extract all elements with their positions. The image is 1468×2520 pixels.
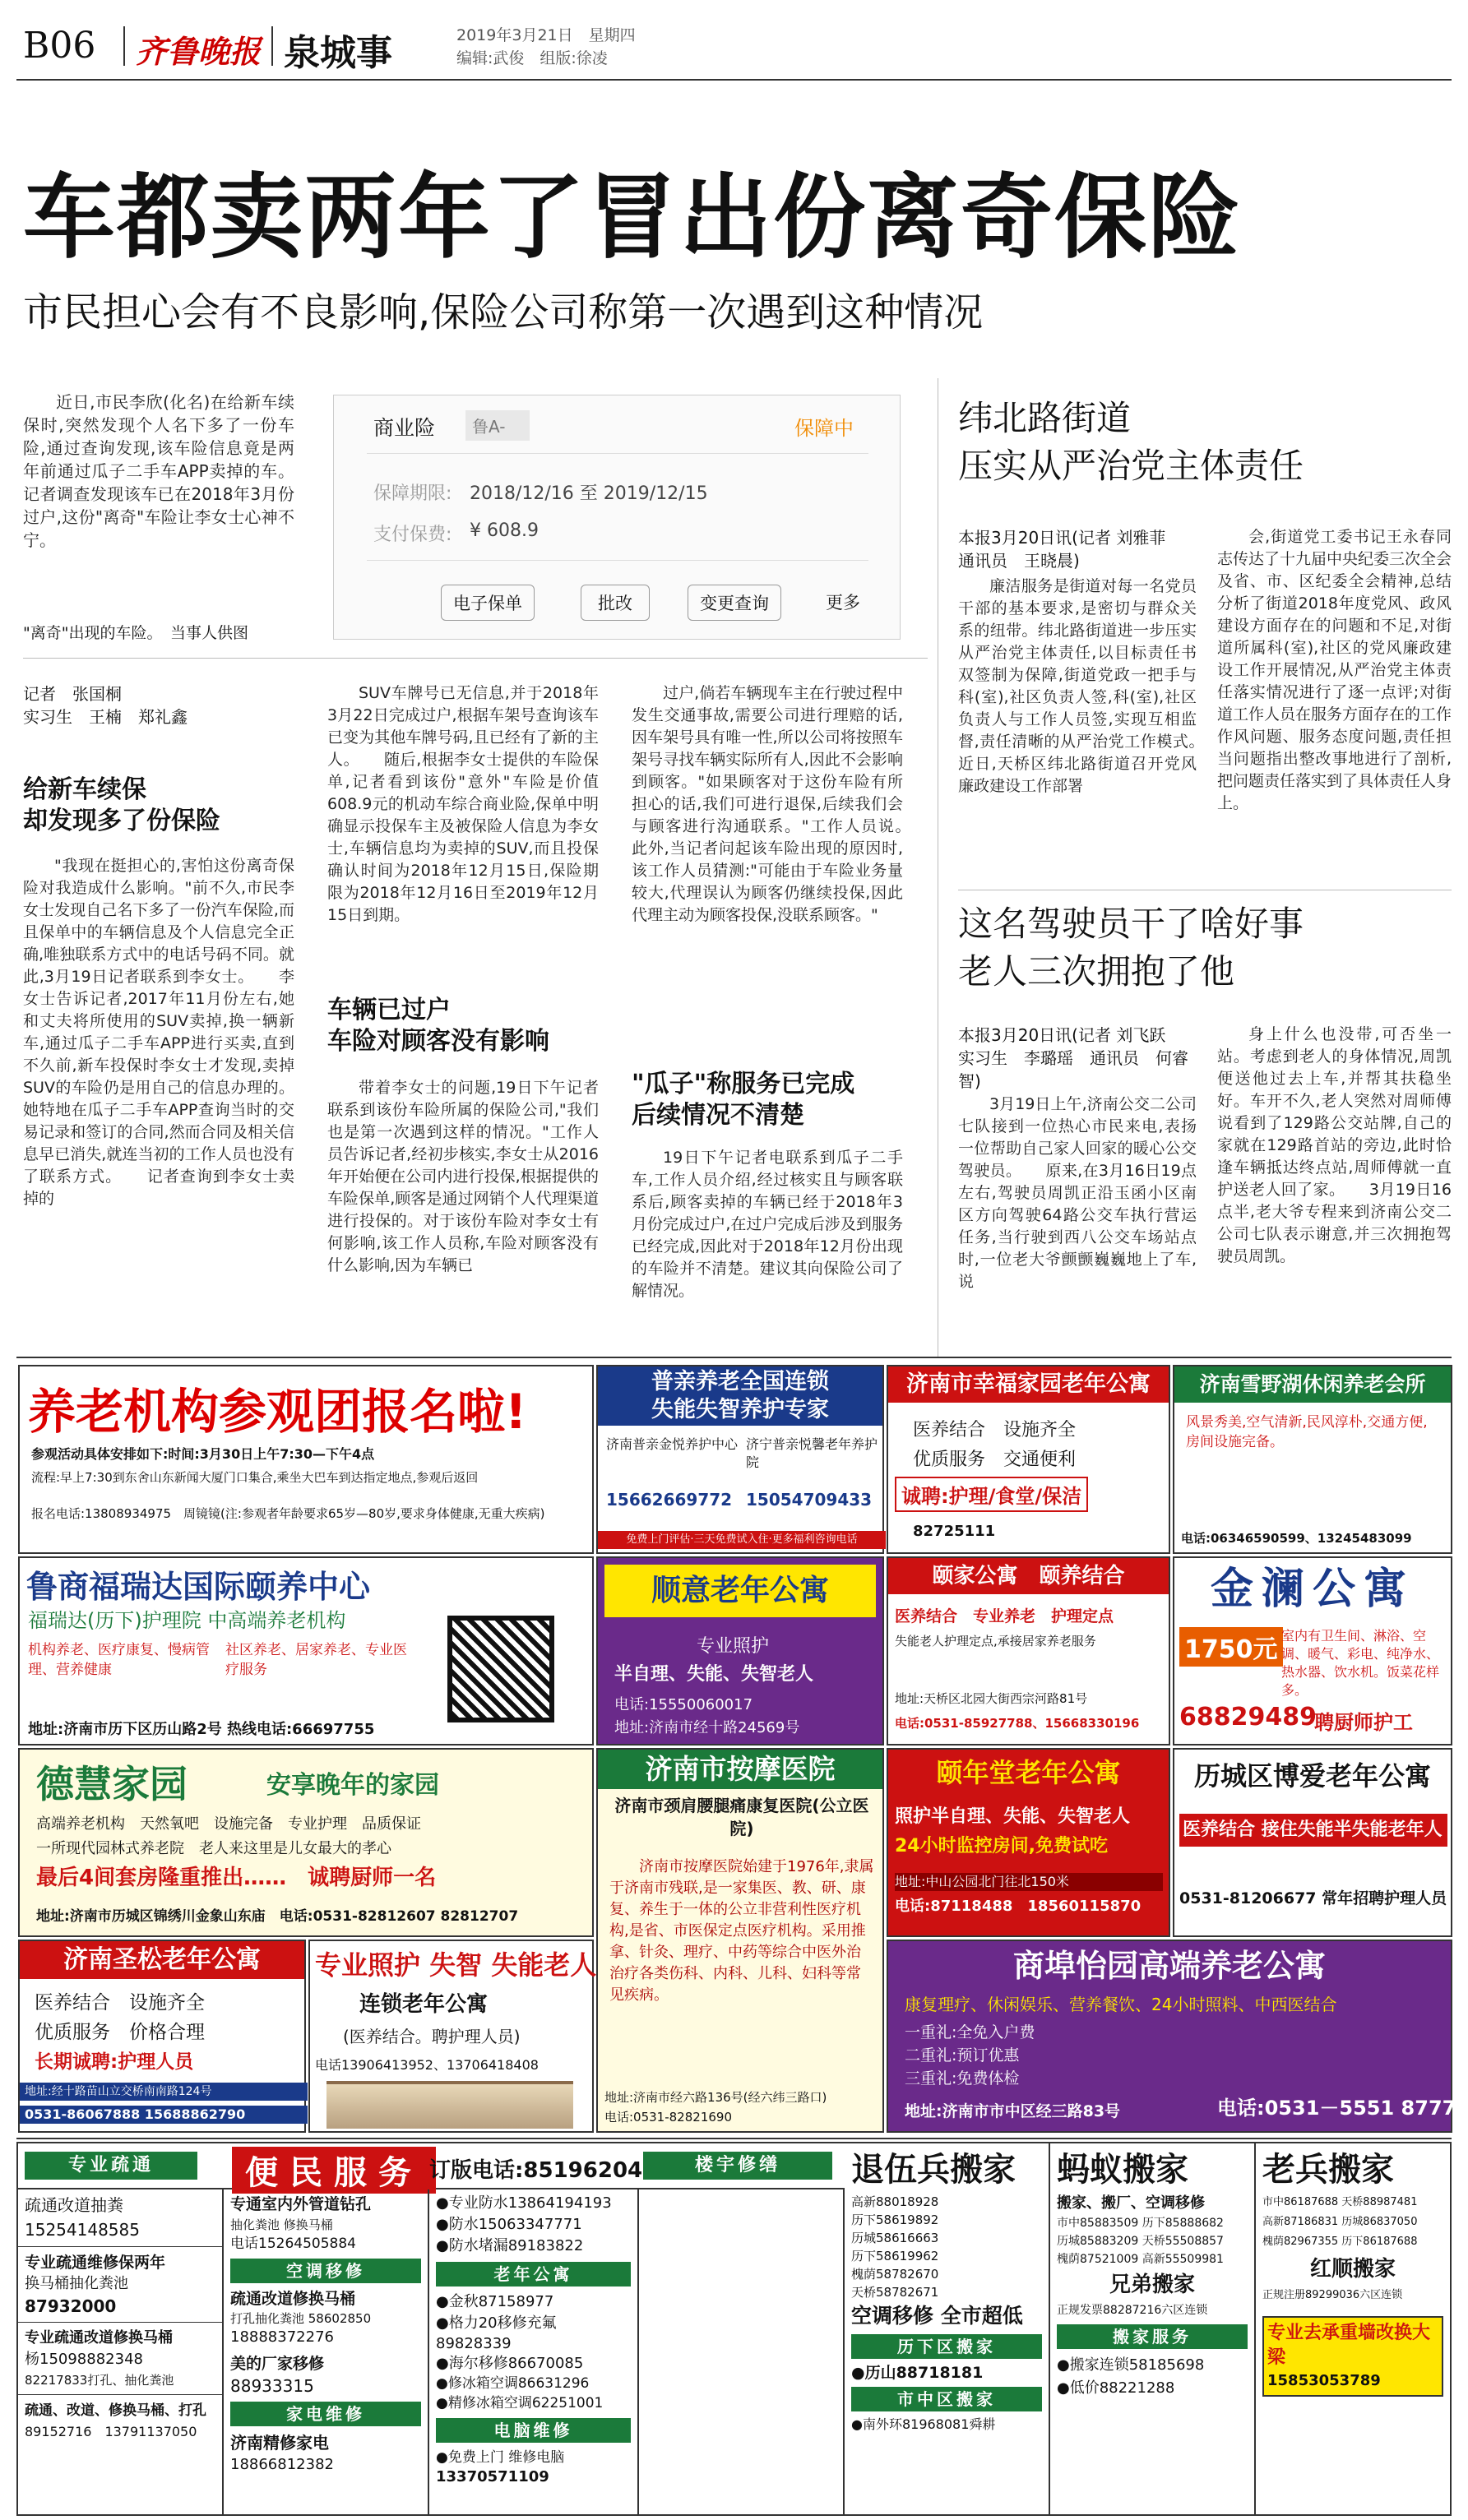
ad-fuda-addr: 地址:济南市历下区历山路2号 热线电话:66697755 — [28, 1721, 375, 1738]
svc-c6-p0: 市中86187688 天桥88987481 — [1262, 2196, 1418, 2208]
story2-byline: 本报3月20日讯(记者 刘雅菲 通讯员 王晓晨) — [958, 528, 1183, 571]
svc-c3-10: 13370571109 — [436, 2468, 549, 2485]
svc-c4-ac: 空调移修 全市超低 — [851, 2304, 1023, 2328]
svc-c5-title2: 兄弟搬家 — [1109, 2273, 1195, 2297]
ad-xueye-l1: 风景秀美,空气清新,民风淳朴,交通方便,房间设施完备。 — [1186, 1414, 1428, 1450]
services-phone: 订版电话:85196204 — [429, 2158, 643, 2183]
ad-puqin-p2: 15054709433 — [746, 1490, 873, 1510]
ad-xueye — [1173, 1365, 1452, 1554]
svc-c6-l2: 15853053789 — [1267, 2372, 1381, 2389]
svc-c5-p2: 槐荫87521009 高新55509981 — [1057, 2253, 1224, 2266]
ad-xingfu-title: 济南市幸福家园老年公寓 — [888, 1366, 1169, 1403]
svc-c1-4: 87932000 — [25, 2296, 117, 2316]
insurance-photo — [333, 395, 901, 640]
ad-xingfu-phone: 82725111 — [913, 1523, 996, 1540]
lead-col-3b: 19日下午记者电联系到瓜子二手车,工作人员介绍,经过核实且与顾客联系后,顾客卖掉的车辆已经于2018年3月份完成过户,在过户完成后涉及到服务已经完成,因此对于2018年12月份出现的车险并不清楚。建议其向保险公司了解情况。 — [632, 1149, 903, 1300]
svc-c1-0: 疏通改道抽粪 — [25, 2195, 123, 2215]
svc-c2-3: 疏通改道修换马桶 — [230, 2290, 356, 2308]
svc-c3-1: ●防水15063347771 — [436, 2216, 582, 2233]
svc-col-4 — [639, 2189, 845, 2516]
svc-c5-p1: 历城85883209 天桥55508857 — [1057, 2235, 1224, 2248]
ad-shengsong-l1: 医养结合 设施齐全 — [35, 1992, 205, 2014]
ad-yijia — [887, 1556, 1170, 1746]
paper-logo: 齐鲁晚报 — [136, 33, 262, 70]
ad-tour-contact: 报名电话:13808934975 周镜镜(注:参观者年龄要求65岁—80岁,要求身体健康,无重大疾病) — [31, 1506, 545, 1521]
ad-shunyi-title: 顺意老年公寓 — [604, 1565, 876, 1617]
lead-intro: 近日,市民李欣(化名)在给新车续保时,突然发现个人名下多了一份车险,通过查询发现,该车险信息竟是两年前通过瓜子二手车APP卖掉的车。记者调查发现该车已在2018年3月份过户,这份"离奇"车险让李女士心神不宁。 — [23, 392, 294, 550]
ad-puqin-p1: 15662669772 — [606, 1490, 733, 1510]
lead-col-2: SUV车牌号已无信息,并于2018年3月22日完成过户,根据车架号查询该车已变为其他车牌号码,且已经有了新的主人。 随后,根据李女士提供的车险保单,记者看到该份"意外"车险是价值608.9元的机动车综合商业险,保单中明确显示投保车主及被保险人信息为李女士,车辆信息均为卖掉的SUV,而且投保确认时间为2018年12月15日,保险期限为2018年12月16日至2019年12月15日到期。 — [327, 684, 599, 924]
ad-shunyi-l1: 专业照护 — [697, 1636, 770, 1657]
ad-tour-route: 流程:早上7:30到东舍山东新闻大厦门口集合,乘坐大巴车到达指定地点,参观后返回 — [31, 1470, 479, 1485]
ad-yinian-title: 颐年堂老年公寓 — [936, 1757, 1121, 1788]
svc-col-5 — [1050, 2143, 1256, 2516]
ad-jinlan-price: 1750元 — [1179, 1627, 1283, 1667]
ad-dehui-slogan: 安享晚年的家园 — [266, 1771, 439, 1800]
svc-col-2 — [224, 2189, 429, 2516]
ad-anmo-phone: 电话:0531-82821690 — [604, 2110, 732, 2125]
ad-fuda-l1: 机构养老、医疗康复、慢病管理、营养健康 — [28, 1642, 210, 1678]
story3-byline: 本报3月20日讯(记者 刘飞跃 实习生 李璐瑶 通讯员 何睿智) — [958, 1025, 1188, 1091]
services-header — [18, 2143, 845, 2192]
svc-c2-4: 打孔抽化粪池 58602850 — [230, 2311, 372, 2326]
svc-c1-9: 89152716 13791137050 — [25, 2424, 197, 2439]
svc-c1-7: 82217833打孔、抽化粪池 — [25, 2373, 174, 2388]
ad-boai-l1: 医养结合 接住失能半失能老年人 — [1179, 1814, 1447, 1847]
cat-appliance: 家电维修 — [230, 2402, 421, 2426]
cat-ac: 空调移修 — [230, 2259, 421, 2283]
fee-label: 支付保费: — [373, 525, 452, 545]
ad-shengsong-addr: 地址:经十路苗山立交桥南南路124号 — [20, 2083, 308, 2101]
ad-shangbu-phone: 电话:0531－5551 8777 — [1217, 2097, 1456, 2120]
svc-c2-5: 18888372276 — [230, 2328, 334, 2346]
svc-c3-7: ●修冰箱空调86631296 — [436, 2375, 590, 2392]
issue-date: 2019年3月21日 星期四 — [456, 26, 636, 44]
story2-col-b: 会,街道党工委书记王永春同志传达了十九届中央纪委三次全会及省、市、区纪委全会精神,总结分析了街道2018年度党风、政风建设方面存在的问题和不足,对街道所属科(室),社区的党风廉政建设工作开展情况,从严治党主体责任落实情况进行了逐一点评;对街道工作人员在服务方面存在的工作作风问题、服务态度问题,责任担当问题指出整改事地进行了剖析,把问题责任落实到了具体责任人身上。 — [1217, 528, 1452, 812]
ad-shunyi-addr: 地址:济南市经十路24569号 — [614, 1719, 800, 1736]
svc-c3-0: ●专业防水13864194193 — [436, 2194, 612, 2212]
story3-headline: 这名驾驶员干了啥好事 老人三次拥抱了他 — [958, 904, 1304, 992]
svc-c5-sub: 搬家、搬厂、空调移修 — [1057, 2194, 1205, 2212]
svc-c1-6: 杨15098882348 — [25, 2351, 143, 2368]
ad-shizhi-phone: 电话13906413952、13706418408 — [315, 2057, 539, 2073]
lead-col-3: 过户,倘若车辆现车主在行驶过程中发生交通事故,需要公司进行理赔的话,因车架号具有唯一性,所以公司将按照车架号寻找车辆实际所有人,因此不会影响到顾客。"如果顾客对于这份车险有所担心的话,我们可进行退保,后续我们会与顾客进行沟通联系。"工作人员说。 此外,当记者问起该车险出现的原因时,该工作人员猜测:"可能由于车险业务量较大,代理误认为顾客仍继续投保,因此代理主动为顾客投保,没联系顾客。" — [632, 684, 935, 924]
svc-c3-8: ●精修冰箱空调62251001 — [436, 2395, 604, 2411]
ad-yinian-l1: 照护半自理、失能、失智老人 — [895, 1806, 1131, 1827]
ad-xueye-title: 济南雪野湖休闲养老会所 — [1174, 1366, 1451, 1403]
svc-col-4b — [845, 2143, 1050, 2516]
ad-shunyi-l2: 半自理、失能、失智老人 — [614, 1664, 814, 1685]
insurance-status: 保障中 — [794, 417, 854, 440]
svc-c2-8: 济南精修家电 — [230, 2433, 329, 2453]
svc-col-3 — [429, 2189, 639, 2516]
story3-col-a: 3月19日上午,济南公交二公司七队接到一位热心市民来电,表扬一位帮助自己家人回家的暖心公交驾驶员。 原来,在3月16日19点左右,驾驶员周凯正沿玉函小区南区方向驾驶64路公交车执行营运任务,当行驶到西八公交车场站点时,一位老大爷颤颤巍巍地上了车,说 — [958, 1095, 1197, 1291]
svc-col-6 — [1256, 2143, 1450, 2516]
svc-c5-title: 蚂蚁搬家 — [1057, 2151, 1188, 2189]
ad-yijia-l2: 失能老人护理定点,承接居家养老服务 — [895, 1634, 1096, 1648]
svc-c4-title: 退伍兵搬家 — [851, 2151, 1016, 2189]
ad-dehui-l2: 一所现代园林式养老院 老人来这里是儿女最大的孝心 — [36, 1840, 391, 1857]
svc-c4-p1: 历下58619892 — [851, 2213, 939, 2227]
ad-fuda — [18, 1556, 594, 1746]
ad-jinlan-l1: 室内有卫生间、淋浴、空调、暖气、彩电、纯净水、热水器、饮水机。饭菜花样多。 — [1281, 1628, 1440, 1698]
section-title: 泉城事 — [284, 32, 392, 74]
ad-xingfu-l2: 优质服务 交通便利 — [913, 1450, 1077, 1470]
ad-tour — [18, 1365, 594, 1554]
ad-yinian-addr: 地址:中山公园北门往北150米 — [895, 1873, 1163, 1891]
svc-c6-p2: 槐荫82967355 历下86187688 — [1262, 2236, 1418, 2248]
ad-shizhi — [308, 1940, 597, 2133]
ad-puqin-l2: 济宁普亲悦馨老年养护院 — [746, 1436, 878, 1470]
ad-xingfu-l3: 诚聘:护理/食堂/保洁 — [895, 1477, 1088, 1512]
ad-dehui-addr: 地址:济南市历城区锦绣川金象山东庙 电话:0531-82812607 82812707 — [36, 1908, 519, 1925]
cat-shizhong-move: 市中区搬家 — [851, 2387, 1042, 2411]
ad-dehui — [18, 1748, 594, 1937]
header-divider — [123, 26, 125, 66]
svc-c4-p2: 历城58616663 — [851, 2231, 939, 2245]
ad-shizhi-title: 专业照护 失智 失能老人 — [315, 1949, 597, 1981]
svc-c6-l1: 正规注册89299036六区连锁 — [1262, 2289, 1403, 2301]
ad-shengsong — [18, 1940, 306, 2133]
svc-c2-1: 抽化粪池 修换马桶 — [230, 2217, 333, 2232]
building-picture — [326, 2081, 573, 2129]
ad-boai-phone: 0531-81206677 常年招聘护理人员 — [1179, 1889, 1447, 1907]
cat-elder-home: 老年公寓 — [436, 2262, 631, 2286]
amend-button[interactable]: 批改 — [581, 585, 650, 621]
cat-lixia-move: 历下区搬家 — [851, 2334, 1042, 2359]
ad-shangbu-l4: 三重礼:免费体检 — [905, 2069, 1020, 2088]
header-rule — [16, 79, 1452, 81]
svc-c5-p0: 市中85883509 历下85888682 — [1057, 2217, 1224, 2230]
svc-c1-2: 专业疏通维修保两年 — [25, 2254, 166, 2272]
plate-number: 鲁A- — [465, 410, 530, 441]
ad-anmo-sub: 济南市颈肩腰腿痛康复医院(公立医院) — [614, 1796, 869, 1838]
ad-puqin — [596, 1365, 884, 1554]
page-code: B06 — [23, 25, 96, 67]
fee-value: ¥ 608.9 — [470, 520, 539, 541]
ad-puqin-l1: 济南普亲金悦养护中心 — [606, 1436, 739, 1452]
ad-xueye-phone: 电话:06346590599、13245483099 — [1181, 1531, 1412, 1546]
ad-yinian — [887, 1748, 1170, 1937]
period-value: 2018/12/16 至 2019/12/15 — [470, 483, 708, 504]
ad-shengsong-l2: 优质服务 价格合理 — [35, 2022, 205, 2043]
period-label: 保障期限: — [373, 483, 452, 504]
subhead-2: 车辆已过户 车险对顾客没有影响 — [327, 996, 549, 1056]
svc-c5-l3: ●低价88221288 — [1057, 2379, 1175, 2397]
change-query-button[interactable]: 变更查询 — [688, 585, 781, 621]
lead-col-2b: 带着李女士的问题,19日下午记者联系到该份车险所属的保险公司,"我们也是第一次遇到这样的情况。"工作人员告诉记者,经初步核实,李女士从2016年开始便在公司内进行投保,根据提供的车险保单,顾客是通过网销个人代理渠道进行投保的。对于该份车险对李女士有何影响,该工作人员称,车险对顾客没有什么影响,因为车辆已 — [327, 1079, 599, 1274]
svc-c4-p3: 历下58619962 — [851, 2249, 939, 2263]
svc-col-1 — [18, 2189, 224, 2516]
ad-yijia-addr: 地址:天桥区北园大街西宗河路81号 — [895, 1691, 1088, 1706]
ad-shengsong-title: 济南圣松老年公寓 — [20, 1941, 304, 1979]
services-section — [16, 2142, 1452, 2516]
svc-c6-title2: 红顺搬家 — [1309, 2257, 1396, 2282]
svc-c1-1: 15254148585 — [25, 2220, 140, 2240]
ad-shangbu-addr: 地址:济南市市中区经三路83号 — [905, 2102, 1121, 2120]
ad-shunyi-phone: 电话:15550060017 — [614, 1696, 753, 1713]
ad-shizhi-l1: (医养结合。聘护理人员) — [343, 2027, 521, 2046]
qr-code — [447, 1616, 554, 1722]
ad-boai-title: 历城区博爱老年公寓 — [1193, 1760, 1431, 1792]
ad-jinlan — [1173, 1556, 1452, 1746]
subhead-1: 给新车续保 却发现多了份保险 — [23, 775, 220, 835]
svc-c2-2: 电话15264505884 — [230, 2236, 356, 2252]
svc-c3-6: ●海尔移修86670085 — [436, 2355, 584, 2372]
svc-c4-l2: ●南外环81968081舜耕 — [851, 2416, 996, 2432]
cat-moving: 搬家服务 — [1057, 2324, 1248, 2349]
ad-jinlan-title: 金澜公寓 — [1210, 1565, 1415, 1614]
lead-reporters: 记者 张国桐 实习生 王楠 郑礼鑫 — [23, 684, 188, 727]
ad-shangbu — [887, 1940, 1456, 2133]
subhead-3: "瓜子"称服务已完成 后续情况不清楚 — [632, 1070, 855, 1130]
ad-anmo-title: 济南市按摩医院 — [598, 1750, 882, 1789]
more-button[interactable]: 更多 — [826, 593, 860, 613]
ad-yijia-l1: 医养结合 专业养老 护理定点 — [895, 1607, 1114, 1625]
ad-shangbu-l1: 康复理疗、休闲娱乐、营养餐饮、24小时照料、中西医结合 — [905, 1995, 1337, 2014]
ad-fuda-title: 鲁商福瑞达国际颐养中心 — [26, 1569, 371, 1605]
svc-c2-9: 18866812382 — [230, 2456, 334, 2473]
svc-c6-p1: 高新87186831 历城86837050 — [1262, 2216, 1418, 2228]
ad-boai — [1173, 1748, 1452, 1937]
ad-yijia-title: 颐家公寓 颐养结合 — [888, 1558, 1169, 1594]
ad-shangbu-l2: 一重礼:全免入户费 — [905, 2023, 1035, 2041]
svc-c4-p5: 天桥58782671 — [851, 2285, 939, 2300]
svc-c2-0: 专通室内外管道钻孔 — [230, 2195, 372, 2213]
svc-c3-2: ●防水堵漏89183822 — [436, 2237, 584, 2254]
svc-c1-5: 专业疏通改道修换马桶 — [25, 2329, 173, 2347]
subheadline: 市民担心会有不良影响,保险公司称第一次遇到这种情况 — [23, 289, 984, 335]
insurance-type: 商业险 — [373, 416, 436, 440]
ad-tour-time: 参观活动具体安排如下:时间:3月30日上午7:30—下午4点 — [31, 1446, 375, 1462]
svc-c6-title: 老兵搬家 — [1262, 2151, 1394, 2189]
ad-puqin-title: 普亲养老全国连锁 失能失智养护专家 — [598, 1366, 882, 1426]
ad-yijia-phone: 电话:0531-85927788、15668330196 — [895, 1716, 1140, 1731]
ad-anmo-addr: 地址:济南市经六路136号(经六纬三路口) — [604, 2090, 827, 2105]
svc-c5-l2: ●搬家连锁58185698 — [1057, 2356, 1205, 2374]
ad-dehui-l1: 高端养老机构 天然氧吧 设施完备 专业护理 品质保证 — [36, 1815, 421, 1833]
svc-c6-title3: 专业去承重墙改换大梁 — [1267, 2323, 1431, 2368]
svc-c1-3: 换马桶抽化粪池 — [25, 2275, 128, 2292]
services-title: 便民服务 — [232, 2147, 436, 2194]
story3-col-b: 身上什么也没带,可否坐一站。考虑到老人的身体情况,周凯便送他过去上车,并帮其扶稳坐好。车开不久,老人突然对周师傅说看到了129路公交站牌,自己的家就在129路首站的旁边,此时恰逢车辆抵达终点站,周师傅就一直护送老人回了家。 3月19日16点半,老大爷专程来到济南公交二公司七队表示谢意,并三次拥抱驾驶员周凯。 — [1217, 1025, 1452, 1265]
ad-shunyi — [596, 1556, 884, 1746]
ad-jinlan-hire: 聘厨师护工 — [1314, 1711, 1413, 1734]
ad-xingfu-l1: 医养结合 设施齐全 — [913, 1420, 1077, 1440]
ad-tour-title: 养老机构参观团报名啦! — [28, 1384, 527, 1440]
headline: 车都卖两年了冒出份离奇保险 — [23, 164, 1242, 271]
svc-c5-l1: 正规发票88287216六区连锁 — [1057, 2304, 1208, 2317]
ad-dehui-title: 德慧家园 — [36, 1762, 188, 1806]
story2-headline: 纬北路街道 压实从严治党主体责任 — [958, 398, 1304, 486]
ad-yinian-l2: 24小时监控房间,免费试吃 — [895, 1836, 1108, 1856]
ad-fuda-l2: 社区养老、居家养老、专业医疗服务 — [225, 1642, 407, 1678]
ad-xingfu — [887, 1365, 1170, 1554]
ad-jinlan-phone: 68829489 — [1179, 1703, 1317, 1732]
editors: 编辑:武俊 组版:徐凌 — [456, 49, 608, 67]
svc-c2-6: 美的厂家移修 — [230, 2355, 325, 2373]
svc-c3-4: ●格力20移修充氟 — [436, 2314, 557, 2332]
svc-c2-7: 88933315 — [230, 2376, 314, 2396]
svc-c3-3: ●金秋87158977 — [436, 2293, 554, 2310]
ad-yinian-phone: 电话:87118488 18560115870 — [895, 1898, 1142, 1915]
svc-c3-5: 89828339 — [436, 2335, 512, 2352]
cat-computer: 电脑维修 — [436, 2418, 631, 2443]
svc-c4-p0: 高新88018928 — [851, 2194, 939, 2209]
page-header — [0, 0, 1468, 82]
lead-col-1: "我现在挺担心的,害怕这份离奇保险对我造成什么影响。"前不久,市民李女士发现自己名下多了一份汽车保险,而且保单中的车辆信息及个人信息完全正确,唯独联系方式中的电话号码不同。就此,3月19日记者联系到李女士。 李女士告诉记者,2017年11月份左右,她和丈夫将所使用的SUV卖掉,换一辆新车,通过瓜子二手车APP进行买卖,直到不久前,新车投保时李女士才发现,卖掉SUV的车险仍是用自己的信息办理的。她特地在瓜子二手车APP查询当时的交易记录和签订的合同,然而合同及相关信息早已消失,就连当初的工作人员也没有了联系方式。 记者查询到李女士卖掉的 — [23, 857, 294, 1208]
policy-button[interactable]: 电子保单 — [441, 585, 535, 621]
svc-c3-9: ●免费上门 维修电脑 — [436, 2449, 565, 2466]
ad-shangbu-title: 商埠怡园高端养老公寓 — [1012, 1948, 1326, 1984]
cat-building: 楼宇修缮 — [643, 2152, 832, 2180]
svc-c4-p4: 槐荫58782670 — [851, 2267, 939, 2282]
ad-shengsong-l3: 长期诚聘:护理人员 — [35, 2051, 194, 2073]
ad-shangbu-l3: 二重礼:预订优惠 — [905, 2046, 1020, 2065]
ad-shengsong-phone: 0531-86067888 15688862790 — [20, 2106, 308, 2124]
svc-c1-8: 疏通、改道、修换马桶、打孔 — [25, 2402, 206, 2419]
ad-shizhi-sub: 连锁老年公寓 — [359, 1992, 489, 2017]
svc-c4-l1: ●历山88718181 — [851, 2364, 984, 2382]
photo-caption: "离奇"出现的车险。 当事人供图 — [23, 624, 248, 642]
svc-c6-wall — [1262, 2316, 1443, 2397]
header-divider-2 — [271, 26, 273, 66]
ad-anmo-body: 济南市按摩医院始建于1976年,隶属于济南市残联,是一家集医、教、研、康复、养生于一体的公立非营利性医疗机构,是省、市医保定点医疗机构。采用推拿、针灸、理疗、中药等综合中医外治治疗各类伤科、内科、儿科、妇科等常见疾病。 — [609, 1858, 874, 2004]
ad-dehui-promo: 最后4间套房隆重推出…… 诚聘厨师一名 — [36, 1866, 437, 1890]
cat-plumbing: 专业疏通 — [25, 2152, 197, 2180]
ad-puqin-note: 免费上门评估·三天免费试入住·更多福利咨询电话 — [598, 1531, 886, 1549]
story2-col-a: 廉洁服务是街道对每一名党员干部的基本要求,是密切与群众关系的纽带。纬北路街道进一步压实从严治党主体责任,以目标责任书双签制为保障,街道党政一把手与科(室),社区负责人签,科(室),社区负责人与工作人员签,实现互相监督,责任清晰的从严治党工作模式。 近日,天桥区纬北路街道召开党风廉政建设工作部署 — [958, 577, 1229, 795]
ad-anmo — [596, 1748, 884, 2133]
ad-fuda-sub: 福瑞达(历下)护理院 中高端养老机构 — [28, 1609, 346, 1632]
